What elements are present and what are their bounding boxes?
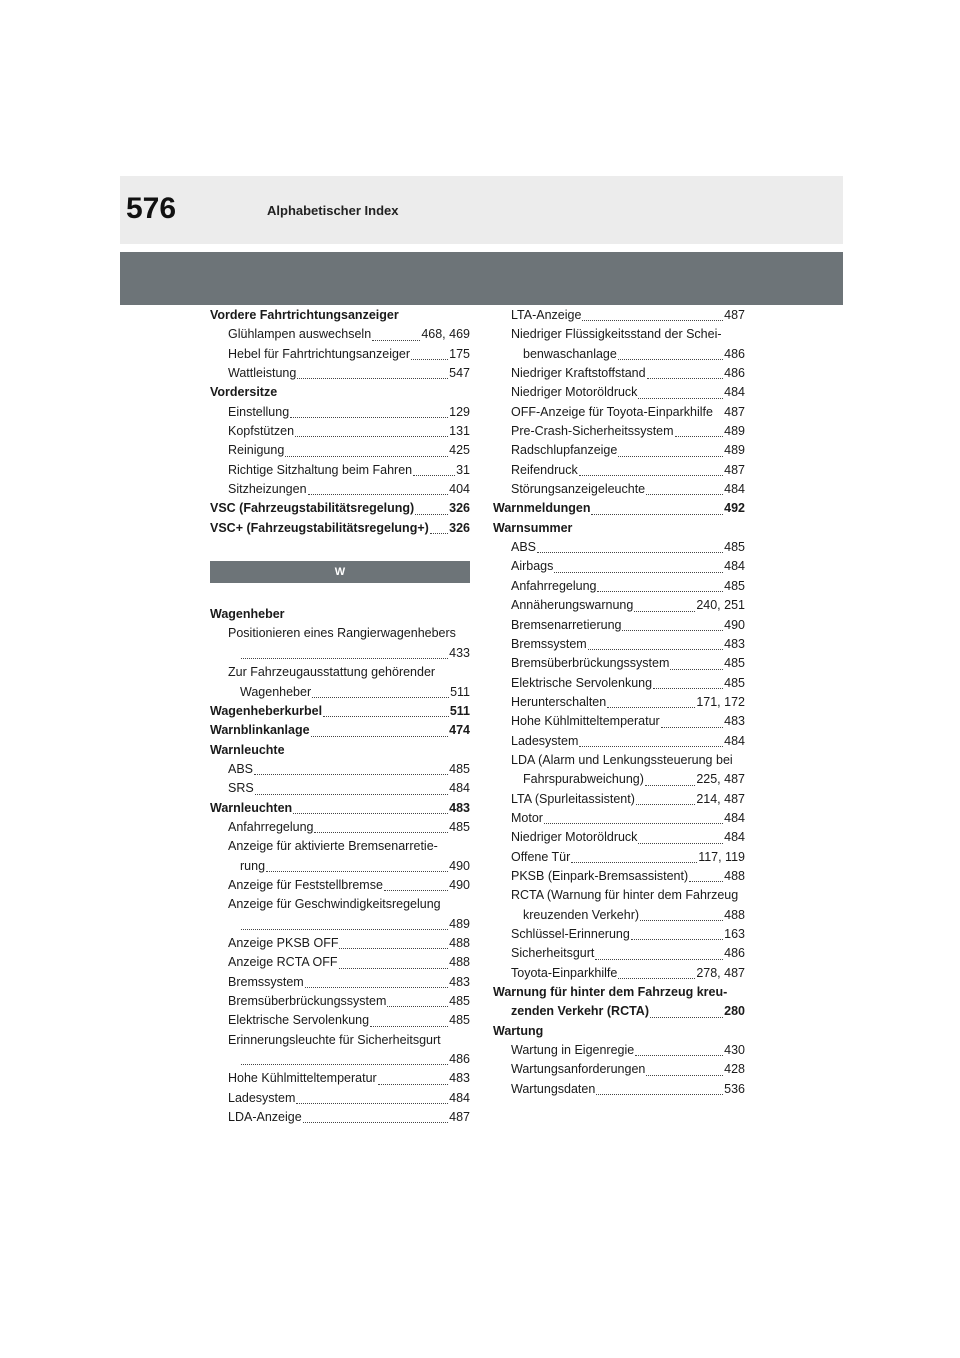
dot-leader [646, 494, 723, 495]
index-subentry [210, 403, 470, 422]
dot-leader [387, 1006, 448, 1007]
index-column-left [210, 306, 470, 1127]
entry-page-ref[interactable]: 484 [724, 810, 745, 825]
dot-leader [241, 658, 448, 659]
entry-page-ref[interactable]: 483 [449, 974, 470, 989]
index-subentry [210, 779, 470, 798]
entry-text: Radschlupfanzeige [511, 443, 618, 458]
index-subentry [493, 383, 745, 402]
entry-page-ref[interactable]: 485 [724, 675, 745, 690]
entry-page-ref[interactable]: 485 [449, 819, 470, 834]
entry-text: LTA (Spurleitassistent) [511, 791, 635, 806]
index-subentry [493, 635, 745, 654]
dot-leader [323, 716, 449, 717]
entry-text: Reinigung [228, 443, 285, 458]
entry-page-ref[interactable]: 485 [449, 994, 470, 1008]
entry-page-ref[interactable]: 326 [449, 520, 470, 535]
index-entry [493, 983, 745, 1002]
index-subentry [493, 693, 745, 712]
entry-text: Niedriger Motoröldruck [511, 830, 638, 845]
entry-text: Herunterschalten [511, 694, 607, 709]
entry-page-ref[interactable]: 487 [724, 308, 745, 322]
index-subentry [210, 818, 470, 837]
entry-page-ref[interactable]: 488 [724, 907, 745, 922]
index-subentry [210, 1011, 470, 1030]
dot-leader [308, 494, 449, 495]
entry-text: benwaschanlage [523, 346, 617, 361]
index-entry [493, 1022, 745, 1041]
entry-page-ref[interactable]: 484 [724, 733, 745, 748]
entry-text: Warnmeldungen [493, 501, 591, 516]
entry-text: Hohe Kühlmitteltemperatur [511, 714, 660, 729]
index-subentry [493, 828, 745, 847]
index-letter-heading: W [210, 561, 470, 583]
index-entry [493, 519, 745, 538]
entry-page-ref[interactable]: 326 [449, 501, 470, 516]
index-subentry [210, 364, 470, 383]
entry-text: Reifendruck [511, 462, 578, 477]
index-subentry [493, 1002, 745, 1021]
index-subentry [493, 886, 745, 905]
entry-text: Anfahrregelung [511, 578, 597, 593]
dot-leader [311, 736, 449, 737]
entry-page-ref[interactable]: 484 [449, 1090, 470, 1105]
entry-page-ref[interactable]: 280 [724, 1004, 745, 1019]
page-header [120, 176, 843, 244]
entry-page-ref[interactable]: 489 [724, 424, 745, 439]
entry-text: Ladesystem [228, 1090, 296, 1105]
entry-page-ref[interactable]: 486 [724, 946, 745, 961]
dot-leader [266, 871, 448, 872]
entry-text: Wartung in Eigenregie [511, 1043, 635, 1058]
index-subentry [493, 906, 745, 925]
dot-leader [622, 630, 723, 631]
entry-text: LTA-Anzeige [511, 308, 582, 322]
dot-leader [254, 774, 448, 775]
dot-leader [255, 794, 448, 795]
entry-page-ref[interactable]: 129 [449, 404, 470, 419]
entry-text: Elektrische Servolenkung [511, 675, 653, 690]
entry-page-ref[interactable]: 488 [724, 868, 745, 883]
entry-page-ref[interactable]: 487 [724, 462, 745, 477]
index-entry [210, 306, 470, 325]
entry-text: ABS [228, 761, 254, 776]
dot-leader [554, 572, 723, 573]
dot-leader [411, 359, 448, 360]
entry-page-ref[interactable]: 117, 119 [698, 849, 745, 864]
entry-text: Vordersitze [210, 385, 278, 400]
dot-leader [579, 746, 723, 747]
index-subentry [210, 325, 470, 344]
entry-text: Positionieren eines Rangierwagenhebers [228, 626, 456, 641]
dot-leader [384, 890, 448, 891]
dot-leader [430, 533, 448, 534]
index-subentry [210, 644, 470, 663]
index-subentry [210, 461, 470, 480]
entry-page-ref[interactable]: 31 [456, 462, 470, 477]
dot-leader [634, 611, 695, 612]
entry-page-ref[interactable]: 474 [449, 723, 470, 738]
entry-text: RCTA (Warnung für hinter dem Fahrzeug [511, 888, 739, 903]
entry-text: Offene Tür [511, 849, 571, 864]
entry-text: Anzeige PKSB OFF [228, 935, 339, 950]
index-subentry [493, 364, 745, 383]
entry-page-ref[interactable]: 486 [449, 1052, 470, 1067]
entry-page-ref[interactable]: 484 [724, 830, 745, 845]
dot-leader [303, 1122, 448, 1123]
index-column-right [493, 306, 745, 1099]
header-band [120, 252, 843, 305]
index-subentry [210, 441, 470, 460]
entry-text: Kopfstützen [228, 424, 295, 439]
dot-leader [285, 456, 448, 457]
entry-text: LDA (Alarm und Lenkungssteuerung bei [511, 752, 733, 767]
entry-page-ref[interactable]: 536 [724, 1081, 745, 1096]
dot-leader [295, 436, 448, 437]
dot-leader [339, 948, 448, 949]
entry-page-ref[interactable]: 489 [724, 443, 745, 458]
index-subentry [210, 876, 470, 895]
index-subentry [493, 674, 745, 693]
index-subentry [493, 1080, 745, 1099]
entry-page-ref[interactable]: 225, 487 [696, 772, 745, 787]
index-subentry [210, 422, 470, 441]
dot-leader [645, 785, 695, 786]
entry-text: Ladesystem [511, 733, 579, 748]
entry-text: Bremsenarretierung [511, 617, 622, 632]
dot-leader [241, 1064, 448, 1065]
entry-text: Toyota-Einparkhilfe [511, 965, 618, 980]
entry-page-ref[interactable]: 485 [724, 540, 745, 555]
dot-leader [378, 1084, 448, 1085]
dot-leader [415, 514, 448, 515]
dot-leader [631, 939, 723, 940]
entry-text: Bremsüberbrückungssystem [228, 994, 387, 1008]
entry-page-ref[interactable]: 489 [449, 916, 470, 931]
index-subentry [210, 1031, 470, 1050]
entry-page-ref[interactable]: 433 [449, 645, 470, 660]
index-subentry [493, 325, 745, 344]
entry-page-ref[interactable]: 486 [724, 346, 745, 361]
entry-text: rung [240, 858, 266, 873]
entry-page-ref[interactable]: 487 [724, 404, 745, 419]
entry-page-ref[interactable]: 404 [449, 482, 470, 497]
index-subentry [493, 770, 745, 789]
entry-text: Annäherungswarnung [511, 598, 634, 613]
index-subentry [210, 857, 470, 876]
entry-page-ref[interactable]: 468, 469 [421, 327, 470, 342]
entry-page-ref[interactable]: 488 [449, 955, 470, 970]
entry-text: Richtige Sitzhaltung beim Fahren [228, 462, 413, 477]
entry-page-ref[interactable]: 425 [449, 443, 470, 458]
dot-leader [591, 514, 723, 515]
index-subentry [493, 557, 745, 576]
entry-page-ref[interactable]: 486 [724, 366, 745, 381]
index-subentry [493, 441, 745, 460]
index-subentry [210, 1050, 470, 1069]
entry-text: Sicherheitsgurt [511, 946, 595, 961]
index-subentry [210, 1089, 470, 1108]
index-subentry [210, 760, 470, 779]
dot-leader [618, 456, 723, 457]
entry-text: Zur Fahrzeugausstattung gehörender [228, 665, 436, 680]
dot-leader [636, 804, 695, 805]
entry-text: kreuzenden Verkehr) [523, 907, 640, 922]
entry-text: Erinnerungsleuchte für Sicherheitsgurt [228, 1032, 441, 1047]
entry-text: Störungsanzeigeleuchte [511, 482, 646, 497]
index-subentry [493, 1041, 745, 1060]
entry-text: Niedriger Flüssigkeitsstand der Schei- [511, 327, 722, 342]
entry-text: OFF-Anzeige für Toyota-Einparkhilfe [511, 404, 713, 419]
entry-text: Warnleuchten [210, 800, 293, 815]
entry-text: Warnsummer [493, 520, 573, 535]
index-subentry [493, 925, 745, 944]
entry-text: Motor [511, 810, 543, 825]
entry-text: PKSB (Einpark-Bremsassistent) [511, 868, 689, 883]
index-subentry [210, 837, 470, 856]
index-subentry [210, 624, 470, 643]
index-subentry [493, 306, 745, 325]
dot-leader [339, 968, 449, 969]
dot-leader [618, 359, 723, 360]
dot-leader [571, 862, 697, 863]
index-subentry [493, 403, 745, 422]
entry-page-ref[interactable]: 484 [724, 385, 745, 400]
entry-page-ref[interactable]: 240, 251 [696, 598, 745, 613]
entry-page-ref[interactable]: 484 [449, 781, 470, 796]
entry-text: Wartungsdaten [511, 1081, 596, 1096]
entry-text: Hohe Kühlmitteltemperatur [228, 1071, 377, 1086]
entry-page-ref[interactable]: 163 [724, 927, 745, 941]
dot-leader [544, 823, 723, 824]
index-subentry [493, 964, 745, 983]
index-subentry [493, 944, 745, 963]
entry-text: Anzeige für aktivierte Bremsenarretie- [228, 839, 438, 854]
dot-leader [582, 320, 723, 321]
entry-page-ref[interactable]: 487 [449, 1110, 470, 1125]
dot-leader [312, 697, 449, 698]
index-subentry [210, 663, 470, 682]
index-subentry [493, 654, 745, 673]
dot-leader [296, 1103, 448, 1104]
index-entry [210, 702, 470, 721]
dot-leader [638, 843, 723, 844]
entry-page-ref[interactable]: 492 [724, 501, 745, 516]
entry-page-ref[interactable]: 483 [449, 1071, 470, 1086]
entry-text: SRS [228, 781, 254, 796]
entry-text: Pre-Crash-Sicherheitssystem [511, 424, 674, 439]
entry-text: Wagenheber [240, 684, 312, 699]
dot-leader [640, 920, 723, 921]
entry-text: Glühlampen auswechseln [228, 327, 372, 342]
entry-text: Warnung für hinter dem Fahrzeug kreu- [493, 985, 728, 1000]
index-entry [210, 721, 470, 740]
dot-leader [596, 1094, 723, 1095]
dot-leader [241, 929, 448, 930]
index-subentry [493, 1060, 745, 1079]
entry-text: Warnblinkanlage [210, 723, 310, 738]
index-subentry [210, 683, 470, 702]
entry-page-ref[interactable]: 171, 172 [696, 694, 745, 709]
index-subentry [210, 953, 470, 972]
entry-page-ref[interactable]: 485 [449, 761, 470, 776]
page-number: 576 [126, 192, 177, 225]
index-subentry [210, 973, 470, 992]
index-subentry [493, 809, 745, 828]
entry-text: Wartungsanforderungen [511, 1062, 646, 1077]
index-entry [210, 383, 470, 402]
entry-page-ref[interactable]: 175 [449, 346, 470, 361]
dot-leader [588, 649, 723, 650]
index-subentry [493, 751, 745, 770]
entry-page-ref[interactable]: 490 [449, 858, 470, 873]
index-subentry [210, 1108, 470, 1127]
entry-page-ref[interactable]: 490 [724, 617, 745, 632]
entry-text: zenden Verkehr (RCTA) [511, 1004, 649, 1019]
entry-text: Wartung [493, 1023, 544, 1038]
index-subentry [493, 867, 745, 886]
index-subentry [493, 461, 745, 480]
entry-text: VSC+ (Fahrzeugstabilitätsregelung+) [210, 520, 429, 535]
entry-text: Bremssystem [228, 974, 304, 989]
entry-page-ref[interactable]: 488 [449, 935, 470, 950]
entry-page-ref[interactable]: 511 [450, 684, 470, 699]
entry-page-ref[interactable]: 490 [449, 877, 470, 892]
entry-text: Wagenheberkurbel [210, 703, 323, 718]
index-subentry [493, 712, 745, 731]
index-entry [210, 799, 470, 818]
index-subentry [493, 480, 745, 499]
dot-leader [635, 1055, 723, 1056]
entry-text: Anzeige RCTA OFF [228, 955, 338, 970]
dot-leader [618, 978, 695, 979]
dot-leader [607, 707, 695, 708]
dot-leader [661, 727, 723, 728]
index-subentry [493, 596, 745, 615]
entry-page-ref[interactable]: 483 [724, 636, 745, 651]
index-entry [493, 499, 745, 518]
dot-leader [650, 1017, 723, 1018]
entry-page-ref[interactable]: 428 [724, 1062, 745, 1077]
index-entry [210, 499, 470, 518]
dot-leader [370, 1026, 448, 1027]
dot-leader [579, 475, 723, 476]
dot-leader [670, 669, 723, 670]
entry-page-ref[interactable]: 131 [449, 424, 470, 439]
entry-text: Wagenheber [210, 607, 285, 622]
entry-page-ref[interactable]: 483 [724, 714, 745, 729]
entry-page-ref[interactable]: 484 [724, 559, 745, 574]
index-subentry [493, 616, 745, 635]
entry-text: Fahrspurabweichung) [523, 772, 644, 787]
entry-text: Airbags [511, 559, 554, 574]
entry-text: Schlüssel-Erinnerung [511, 927, 630, 941]
index-subentry [493, 422, 745, 441]
dot-leader [297, 378, 448, 379]
dot-leader [689, 881, 723, 882]
dot-leader [647, 378, 724, 379]
index-entry [210, 519, 470, 538]
entry-page-ref[interactable]: 484 [724, 482, 745, 497]
dot-leader [653, 688, 723, 689]
dot-leader [314, 832, 448, 833]
entry-page-ref[interactable]: 485 [449, 1013, 470, 1028]
section-title: Alphabetischer Index [267, 203, 399, 218]
index-subentry [210, 1069, 470, 1088]
dot-leader [638, 398, 723, 399]
entry-text: Elektrische Servolenkung [228, 1013, 370, 1028]
index-entry [210, 741, 470, 760]
dot-leader [305, 987, 448, 988]
entry-text: Anzeige für Geschwindigkeitsregelung [228, 897, 441, 912]
entry-text: Einstellung [228, 404, 290, 419]
dot-leader [595, 959, 723, 960]
entry-page-ref[interactable]: 511 [449, 703, 470, 718]
dot-leader [597, 591, 723, 592]
index-subentry [493, 848, 745, 867]
entry-page-ref[interactable]: 430 [724, 1043, 745, 1058]
index-subentry [493, 790, 745, 809]
index-subentry [493, 345, 745, 364]
dot-leader [290, 417, 448, 418]
dot-leader [646, 1075, 723, 1076]
dot-leader [372, 340, 420, 341]
entry-page-ref[interactable]: 485 [724, 656, 745, 671]
index-subentry [210, 934, 470, 953]
entry-text: Wattleistung [228, 366, 297, 381]
entry-page-ref[interactable]: 483 [449, 800, 470, 815]
entry-text: Anfahrregelung [228, 819, 314, 834]
entry-text: Niedriger Motoröldruck [511, 385, 638, 400]
entry-text: Sitzheizungen [228, 482, 307, 497]
dot-leader [293, 813, 448, 814]
entry-text: Bremssystem [511, 636, 587, 651]
index-subentry [210, 915, 470, 934]
dot-leader [537, 552, 723, 553]
entry-page-ref[interactable]: 485 [724, 578, 745, 593]
entry-text: VSC (Fahrzeugstabilitätsregelung) [210, 501, 415, 516]
entry-text: Vordere Fahrtrichtungsanzeiger [210, 308, 399, 322]
index-subentry [493, 732, 745, 751]
entry-text: Warnleuchte [210, 742, 285, 757]
index-subentry [210, 480, 470, 499]
dot-leader [413, 475, 455, 476]
entry-page-ref[interactable]: 547 [449, 366, 470, 381]
dot-leader [675, 436, 724, 437]
entry-page-ref[interactable]: 278, 487 [696, 965, 745, 980]
entry-text: Bremsüberbrückungssystem [511, 656, 670, 671]
entry-text: Niedriger Kraftstoffstand [511, 366, 646, 381]
index-subentry [210, 345, 470, 364]
index-entry [210, 605, 470, 624]
entry-text: Anzeige für Feststellbremse [228, 877, 383, 892]
index-subentry [493, 538, 745, 557]
entry-text: Hebel für Fahrtrichtungsanzeiger [228, 346, 411, 361]
entry-page-ref[interactable]: 214, 487 [696, 791, 745, 806]
index-subentry [493, 577, 745, 596]
entry-text: LDA-Anzeige [228, 1110, 302, 1125]
index-subentry [210, 895, 470, 914]
entry-text: ABS [511, 540, 537, 555]
index-subentry [210, 992, 470, 1011]
